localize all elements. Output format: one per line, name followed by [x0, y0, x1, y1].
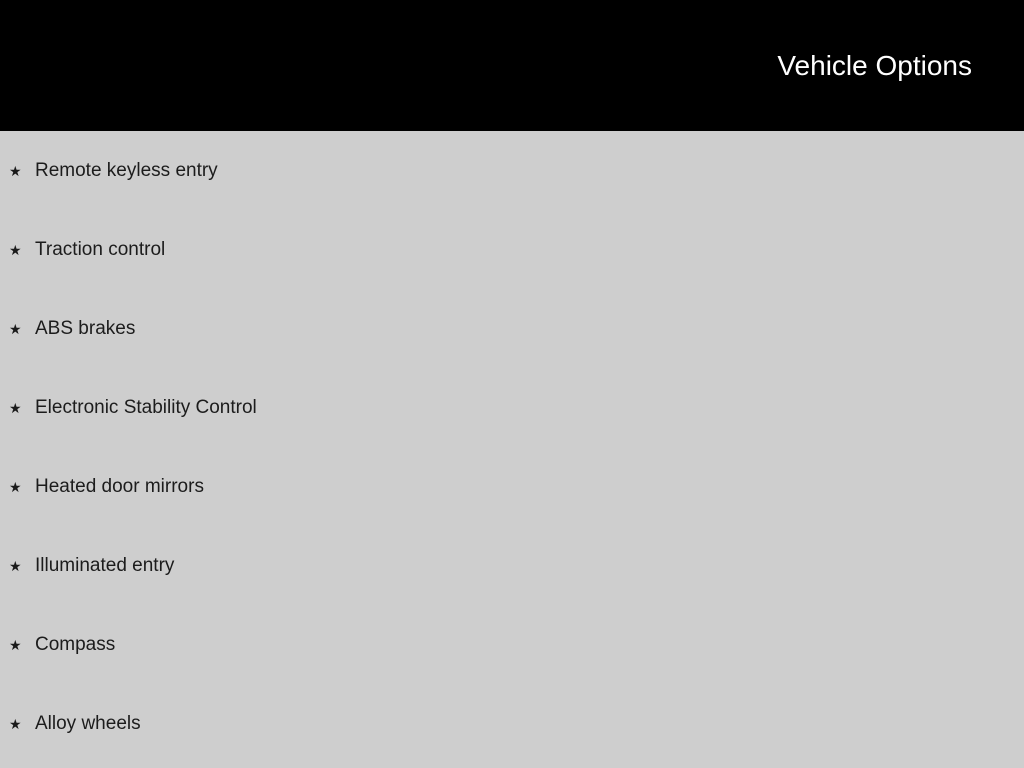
- list-item: [0, 712, 600, 736]
- page-title: Vehicle Options: [777, 50, 972, 81]
- star-icon: ★: [9, 163, 22, 179]
- list-item: [0, 317, 600, 341]
- star-icon: ★: [9, 321, 22, 337]
- star-icon: ★: [9, 637, 22, 653]
- star-icon: ★: [9, 242, 22, 258]
- option-label: Remote keyless entry: [35, 160, 218, 181]
- header-bar: [0, 0, 1024, 131]
- option-label: Traction control: [35, 239, 166, 260]
- option-label: Alloy wheels: [35, 713, 141, 734]
- star-icon: ★: [9, 558, 22, 574]
- list-item: [0, 238, 600, 262]
- option-label: Illuminated entry: [35, 555, 175, 576]
- list-item: [0, 159, 600, 183]
- list-item: [0, 633, 600, 657]
- option-label: ABS brakes: [35, 318, 136, 339]
- star-icon: ★: [9, 479, 22, 495]
- option-label: Electronic Stability Control: [35, 397, 257, 418]
- list-item: [0, 554, 600, 578]
- option-label: Heated door mirrors: [35, 476, 204, 497]
- list-item: [0, 396, 600, 420]
- list-item: [0, 475, 600, 499]
- option-label: Compass: [35, 634, 116, 655]
- star-icon: ★: [9, 400, 22, 416]
- star-icon: ★: [9, 716, 22, 732]
